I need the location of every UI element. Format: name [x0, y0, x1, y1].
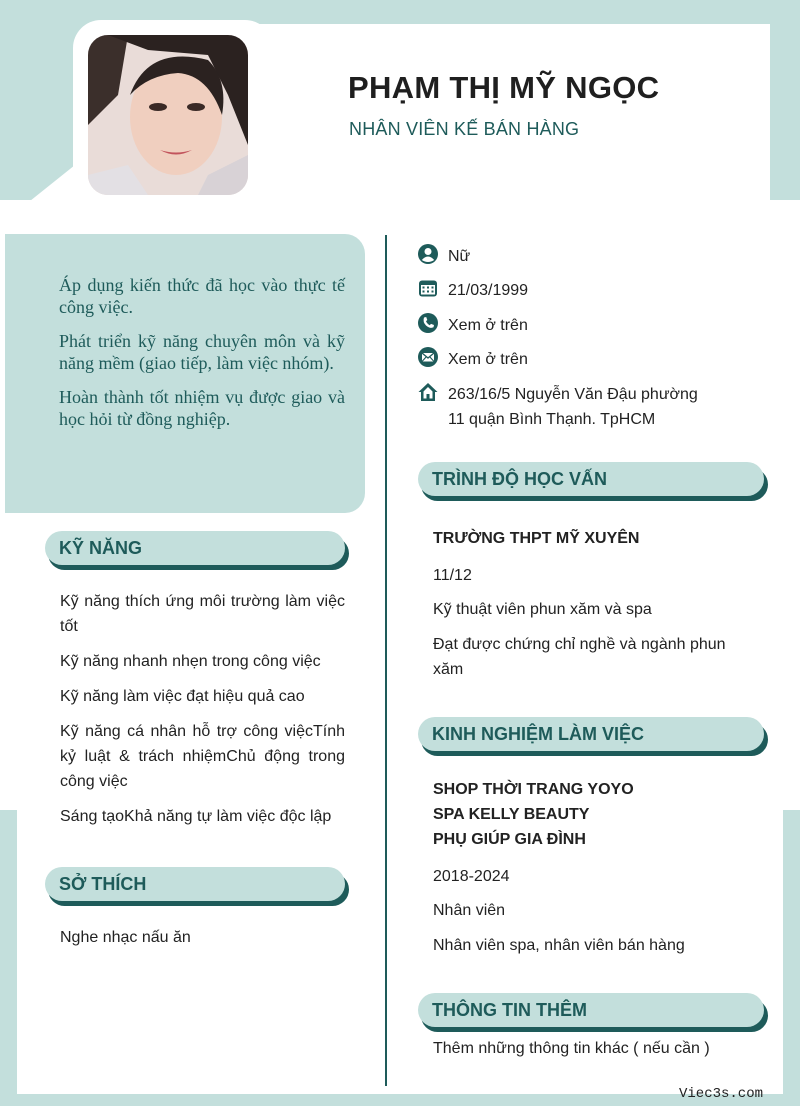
column-divider [385, 235, 387, 1086]
objective-item: Hoàn thành tốt nhiệm vụ được giao và học hỏi từ đồng nghiệp. [59, 387, 345, 429]
objective-item: Phát triển kỹ năng chuyên môn và kỹ năng mềm (giao tiếp, làm việc nhóm). [59, 331, 345, 373]
photo-frame-wedge [30, 165, 75, 201]
company-name: SHOP THỜI TRANG YOYO [433, 781, 634, 798]
school-name: TRƯỜNG THPT MỸ XUYÊN [433, 530, 640, 547]
hobbies-heading: SỞ THÍCH [45, 867, 345, 901]
watermark: Viec3s.com [678, 1086, 763, 1102]
hobbies-text: Nghe nhạc nấu ăn [60, 929, 191, 946]
work-position: Nhân viên [433, 902, 506, 919]
company-list [433, 777, 634, 852]
job-title: NHÂN VIÊN KẾ BÁN HÀNG [349, 119, 580, 139]
skill-item: Kỹ năng nhanh nhẹn trong công việc [60, 653, 321, 670]
candidate-name: PHẠM THỊ MỸ NGỌC [348, 70, 660, 105]
skill-item: Sáng tạoKhả năng tự làm việc độc lập [60, 808, 332, 825]
contact-phone: Xem ở trên [418, 313, 748, 338]
person-icon [418, 244, 438, 264]
objective-item: Áp dụng kiến thức đã học vào thực tế công việc. [59, 275, 345, 317]
skill-item: Kỹ năng cá nhân hỗ trợ công việcTính kỷ luật & trách nhiệmChủ động trong công việc [60, 723, 345, 790]
contact-birthday: 21/03/1999 [418, 278, 748, 303]
home-icon [418, 382, 438, 402]
skills-heading: KỸ NĂNG [45, 531, 345, 565]
extra-heading: THÔNG TIN THÊM [418, 993, 764, 1027]
skills-list [60, 589, 345, 839]
address-line: 263/16/5 Nguyễn Văn Đậu phường [448, 386, 698, 403]
company-name: PHỤ GIÚP GIA ĐÌNH [433, 831, 586, 848]
education-line: Đạt được chứng chỉ nghề và ngành phun xăm [433, 636, 726, 678]
education-grade: 11/12 [433, 567, 472, 584]
address-line: 11 quận Bình Thạnh. TpHCM [448, 411, 656, 428]
mail-icon [418, 347, 438, 367]
career-objective [5, 234, 365, 513]
calendar-icon [418, 278, 438, 298]
work-period: 2018-2024 [433, 868, 510, 885]
contact-address [418, 382, 748, 432]
company-name: SPA KELLY BEAUTY [433, 806, 590, 823]
skill-item: Kỹ năng thích ứng môi trường làm việc tốt [60, 593, 345, 635]
portrait-image [88, 35, 248, 195]
header-card [250, 24, 770, 200]
experience-heading: KINH NGHIỆM LÀM VIỆC [418, 717, 764, 751]
avatar [88, 35, 248, 195]
work-description: Nhân viên spa, nhân viên bán hàng [433, 937, 685, 954]
skill-item: Kỹ năng làm việc đạt hiệu quả cao [60, 688, 305, 705]
phone-icon [418, 313, 438, 333]
contact-gender: Nữ [418, 244, 748, 269]
contact-email: Xem ở trên [418, 347, 748, 372]
education-line: Kỹ thuật viên phun xăm và spa [433, 601, 652, 618]
extra-text: Thêm những thông tin khác ( nếu cần ) [433, 1040, 710, 1057]
education-heading: TRÌNH ĐỘ HỌC VẤN [418, 462, 764, 496]
